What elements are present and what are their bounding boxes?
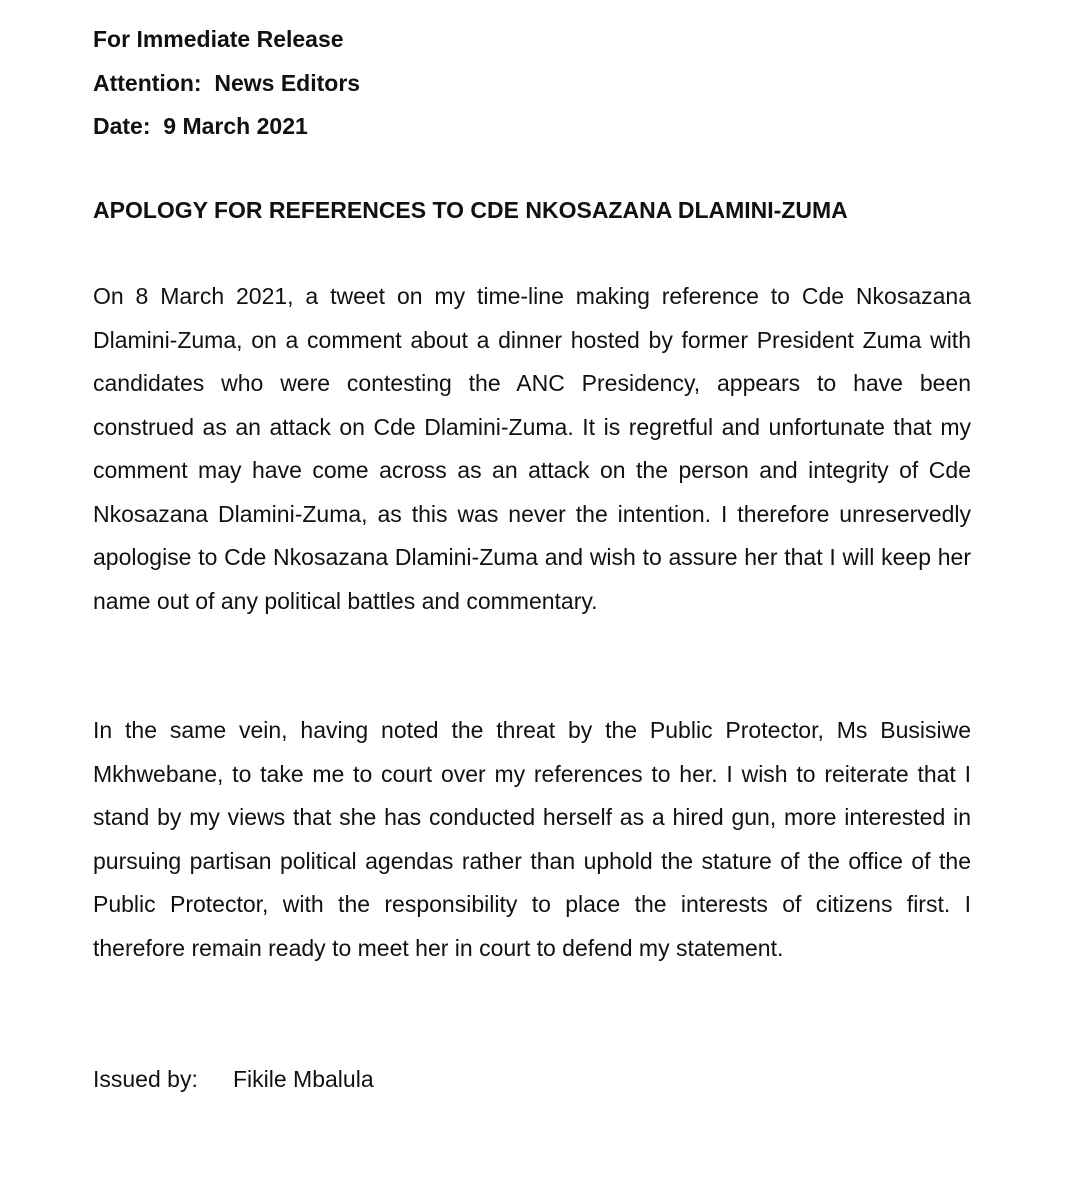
release-header [93,18,973,149]
issued-by-label: Issued by: [93,1066,198,1092]
paragraph-public-protector: In the same vein, having noted the threat by the Public Protector, Ms Busisiwe Mkhwebane, to take me to court over my references to her. I wish to reiterate that I stand by my views that she has conducted herself as a hired gun, more interested in pursuing partisan political agendas rather than uphold the stature of the office of the Public Protector, with the responsibility to place the interests of citizens first. I therefore remain ready to meet her in court to defend my statement. [93,717,971,961]
paragraph-apology: On 8 March 2021, a tweet on my time-line making reference to Cde Nkosazana Dlamini-Zuma, on a comment about a dinner hosted by former President Zuma with candidates who were contesting the ANC Presidency, appears to have been construed as an attack on Cde Dlamini-Zuma. It is regretful and unfortunate that my comment may have come across as an attack on the person and integrity of Cde Nkosazana Dlamini-Zuma, as this was never the intention. I therefore unreservedly apologise to Cde Nkosazana Dlamini-Zuma and wish to assure her that I will keep her name out of any political battles and commentary. [93,283,971,614]
release-status: For Immediate Release [93,26,344,52]
issuer-name: Fikile Mbalula [233,1066,374,1092]
release-date: Date: 9 March 2021 [93,113,308,139]
issued-by [93,1058,374,1102]
attention-line: Attention: News Editors [93,69,361,96]
page-title: APOLOGY FOR REFERENCES TO CDE NKOSAZANA DLAMINI-ZUMA [93,197,848,223]
